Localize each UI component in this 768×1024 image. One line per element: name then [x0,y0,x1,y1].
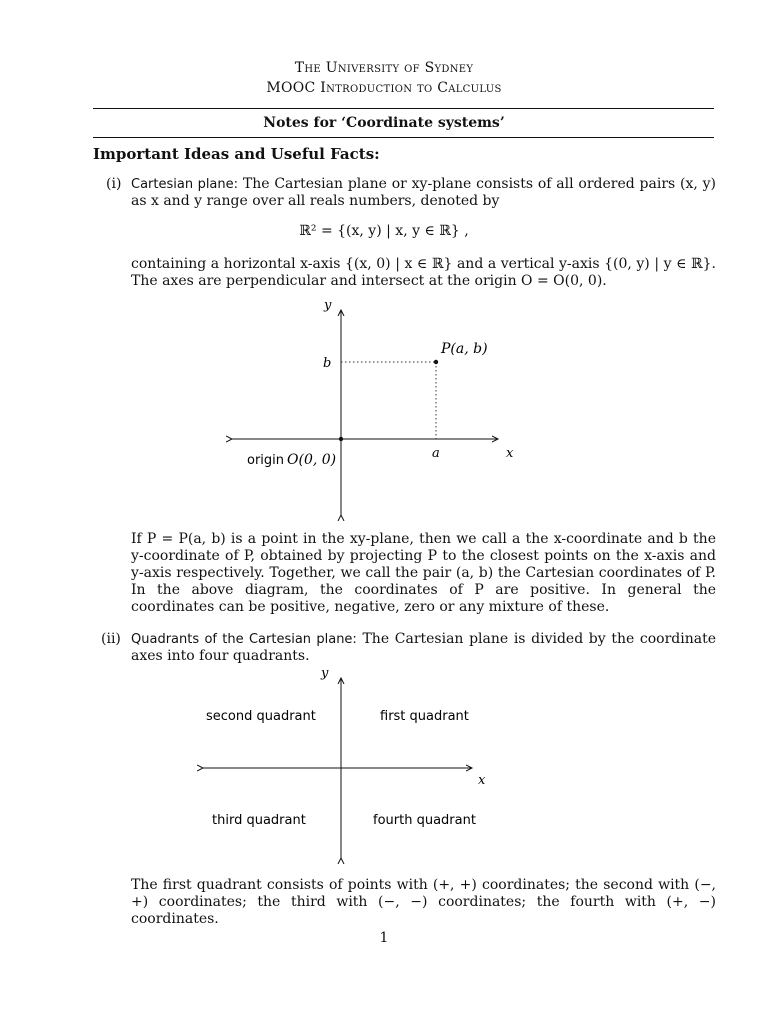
quadrant-summary: The first quadrant consists of points with (+, +) coordinates; the second with (−, +) coordinates; the third with (−, −) coordinates; the fourth with (+, −) coordinates. [131,877,716,927]
origin-word: origin [247,453,285,468]
quadrants-diagram [0,660,768,865]
second-quadrant-label: second quadrant [206,709,316,724]
q-x-axis-label: x [478,773,486,788]
item-ii-intro-text: The Cartesian plane is divided by the coordinate axes into four quadrants. [131,631,717,664]
item-i-intro [131,176,716,210]
header-rule-bottom [93,137,714,138]
course-title: MOOC Introduction to Calculus [266,80,502,96]
item-i-label: Cartesian plane: [131,177,239,192]
x-axis-label: x [506,446,514,461]
point-p-label: P(a, b) [441,341,488,357]
origin-point [339,437,343,441]
notes-title: Notes for ‘Coordinate systems’ [263,115,505,131]
third-quadrant-label: third quadrant [212,813,306,828]
page-number: 1 [379,930,389,946]
item-ii-label: Quadrants of the Cartesian plane: [131,632,357,647]
axes-description: containing a horizontal x-axis {(x, 0) | x ∈ ℝ} and a vertical y-axis {(0, y) | y ∈ ℝ}. The axes are perpendicular and intersect at the origin O = O(0, 0). [131,256,716,289]
origin-label: O(0, 0) [287,452,337,468]
point-p [434,360,438,364]
item-marker-i: (i) [106,176,122,192]
b-label: b [323,356,332,371]
y-axis-label: y [324,298,332,313]
a-label: a [432,446,440,461]
cartesian-diagram [0,290,768,525]
fourth-quadrant-label: fourth quadrant [373,813,476,828]
first-quadrant-label: first quadrant [380,709,469,724]
q-y-axis-label: y [321,666,329,681]
r2-formula: ℝ² = {(x, y) | x, y ∈ ℝ} , [299,223,469,239]
coordinates-explanation: If P = P(a, b) is a point in the xy-plane, then we call a the x-coordinate and b the y-coordinate of P, obtained by projecting P to the closest points on the x-axis and y-axis respectively. Together, we call the pair (a, b) the Cartesian coordinates of P. In the above diagram, the coordinates of P are positive. In general the coordinates can be positive, negative, zero or any mixture of these. [131,531,716,615]
university-name: The University of Sydney [294,60,474,76]
item-i-intro-text: The Cartesian plane or xy-plane consists of all ordered pairs (x, y) as x and y range over all reals numbers, denoted by [131,176,717,209]
item-marker-ii: (ii) [101,631,121,647]
section-heading: Important Ideas and Useful Facts: [93,145,380,163]
header-rule-top [93,108,714,109]
